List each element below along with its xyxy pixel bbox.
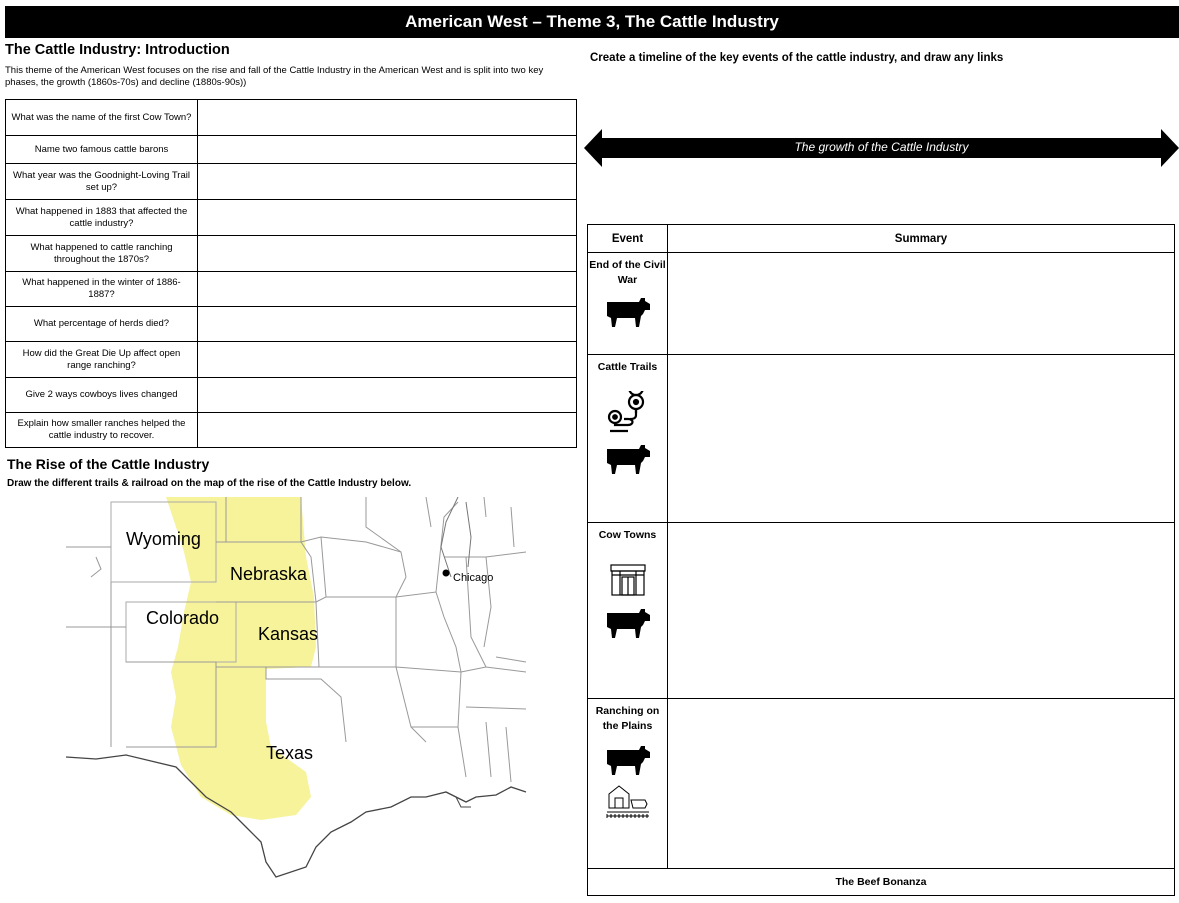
event-row: [588, 253, 1175, 355]
answer-cell[interactable]: [198, 164, 577, 200]
map-label-nebraska: Nebraska: [230, 564, 308, 584]
answer-cell[interactable]: [198, 100, 577, 136]
event-cell: [588, 699, 668, 869]
question-text: How did the Great Die Up affect open range ranching?: [6, 342, 198, 378]
question-table: [5, 99, 577, 448]
cow-icon: [605, 296, 651, 328]
answer-cell[interactable]: [198, 200, 577, 236]
event-cell: [588, 523, 668, 699]
question-row: [6, 164, 577, 200]
question-row: [6, 136, 577, 164]
question-text: What happened in 1883 that affected the cattle industry?: [6, 200, 198, 236]
question-text: Give 2 ways cowboys lives changed: [6, 378, 198, 413]
answer-cell[interactable]: [198, 378, 577, 413]
rise-instruction: Draw the different trails & railroad on the map of the rise of the Cattle Industry below.: [7, 478, 412, 489]
rise-heading: The Rise of the Cattle Industry: [7, 456, 210, 472]
answer-cell[interactable]: [198, 413, 577, 448]
cow-icon: [605, 443, 651, 475]
summary-column-header: Summary: [668, 225, 1175, 253]
summary-cell[interactable]: [668, 253, 1175, 355]
answer-cell[interactable]: [198, 136, 577, 164]
event-row: [588, 699, 1175, 869]
route-icon: [606, 391, 650, 435]
map-label-kansas: Kansas: [258, 624, 319, 644]
event-label: Ranching on the Plains: [595, 705, 660, 732]
question-text: Name two famous cattle barons: [6, 136, 198, 164]
intro-section: [5, 42, 577, 89]
event-row: [588, 523, 1175, 699]
answer-cell[interactable]: [198, 342, 577, 378]
intro-text: This theme of the American West focuses on the rise and fall of the Cattle Industry in the American West and is split into two key phases, the growth (1860s-70s) and decline (1880s-90s)): [5, 65, 544, 88]
table-footer: The Beef Bonanza: [588, 869, 1175, 896]
question-row: [6, 413, 577, 448]
chicago-marker: [443, 570, 450, 577]
summary-cell[interactable]: [668, 355, 1175, 523]
event-cell: [588, 253, 668, 355]
question-row: [6, 272, 577, 307]
question-row: [6, 342, 577, 378]
event-label: Cattle Trails: [597, 361, 658, 373]
question-text: What year was the Goodnight-Loving Trail set up?: [6, 164, 198, 200]
answer-cell[interactable]: [198, 236, 577, 272]
question-row: [6, 307, 577, 342]
event-label: Cow Towns: [598, 529, 657, 541]
event-cell: [588, 355, 668, 523]
intro-heading: The Cattle Industry: Introduction: [5, 42, 230, 58]
question-text: What happened to cattle ranching throughout the 1870s?: [6, 236, 198, 272]
question-text: Explain how smaller ranches helped the cattle industry to recover.: [6, 413, 198, 448]
event-label: End of the Civil War: [589, 259, 666, 286]
question-text: What percentage of herds died?: [6, 307, 198, 342]
timeline-heading: Create a timeline of the key events of the cattle industry, and draw any links: [590, 52, 1004, 64]
event-column-header: Event: [588, 225, 668, 253]
map-label-chicago: Chicago: [453, 572, 494, 584]
map-label-wyoming: Wyoming: [126, 529, 201, 549]
question-row: [6, 100, 577, 136]
question-text: What happened in the winter of 1886-1887?: [6, 272, 198, 307]
summary-cell[interactable]: [668, 523, 1175, 699]
ranch-icon: [605, 780, 651, 820]
summary-cell[interactable]: [668, 699, 1175, 869]
answer-cell[interactable]: [198, 272, 577, 307]
saloon-icon: [608, 563, 648, 597]
question-text: What was the name of the first Cow Town?: [6, 100, 198, 136]
question-row: [6, 200, 577, 236]
cow-icon: [605, 607, 651, 639]
timeline-arrow-label: The growth of the Cattle Industry: [794, 140, 969, 154]
event-row: [588, 355, 1175, 523]
question-row: [6, 378, 577, 413]
cow-icon: [605, 744, 651, 776]
answer-cell[interactable]: [198, 307, 577, 342]
events-table: [587, 224, 1175, 896]
cattle-map[interactable]: [66, 497, 528, 887]
map-label-texas: Texas: [266, 743, 314, 763]
map-label-colorado: Colorado: [146, 608, 220, 628]
page-title: American West – Theme 3, The Cattle Industry: [5, 6, 1179, 38]
question-row: [6, 236, 577, 272]
